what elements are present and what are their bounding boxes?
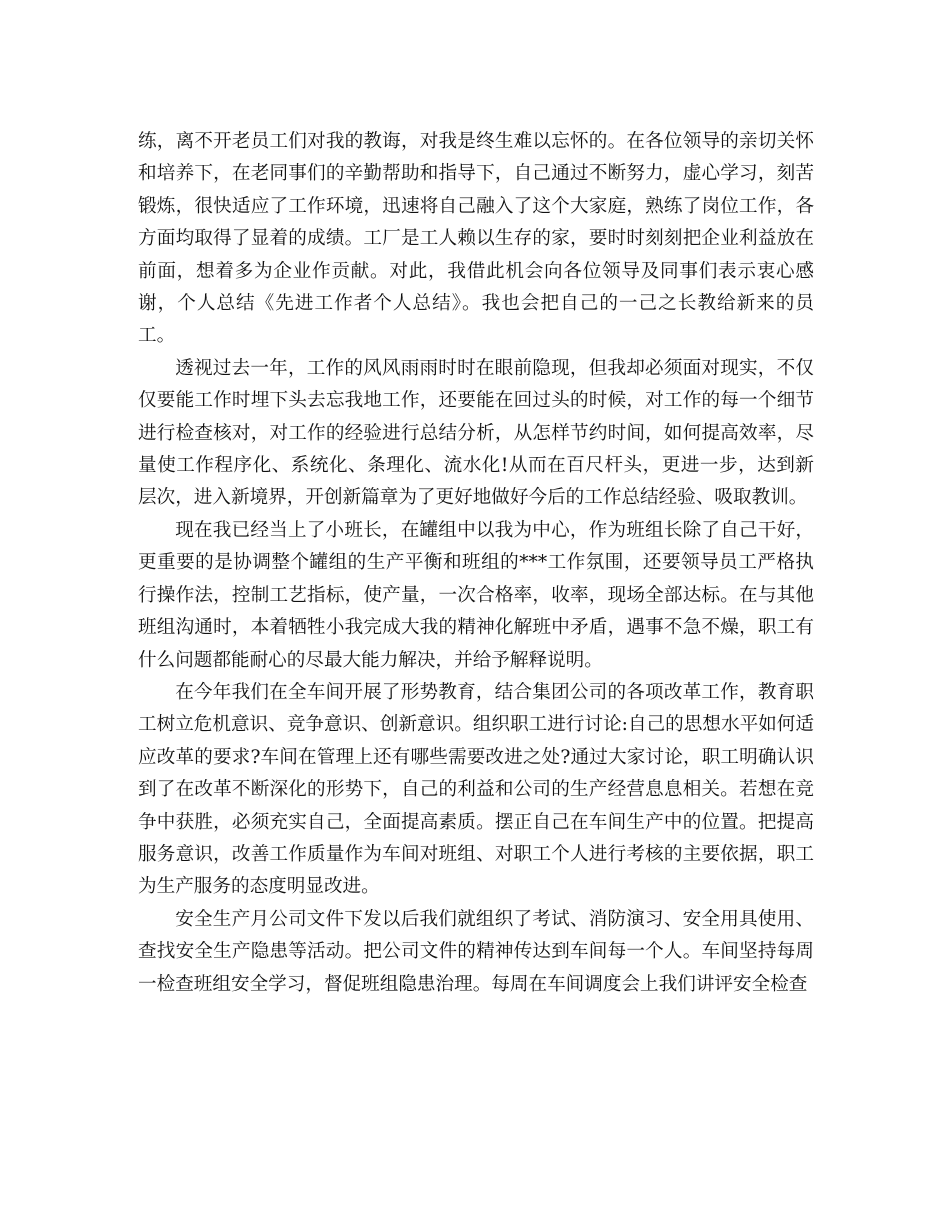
document-body	[138, 126, 814, 1001]
paragraph-year-review: 透视过去一年，工作的风风雨雨时时在眼前隐现，但我却必须面对现实，不仅仅要能工作时埋下头去忘我地工作，还要能在回过头的时候，对工作的每一个细节进行检查核对，对工作的经验进行总结分析，从怎样节约时间，如何提高效率，尽量使工作程序化、系统化、条理化、流水化!从而在百尺杆头，更进一步，达到新层次，进入新境界，开创新篇章为了更好地做好今后的工作总结经验、吸取教训。	[138, 357, 814, 509]
paragraph-safety-month: 安全生产月公司文件下发以后我们就组织了考试、消防演习、安全用具使用、查找安全生产隐患等活动。把公司文件的精神传达到车间每一个人。车间坚持每周一检查班组安全学习，督促班组隐患治理。每周在车间调度会上我们讲评安全检查	[138, 908, 814, 995]
paragraph-team-leader: 现在我已经当上了小班长，在罐组中以我为中心，作为班组长除了自己干好，更重要的是协调整个罐组的生产平衡和班组的***工作氛围，还要领导员工严格执行操作法，控制工艺指标，使产量，一次合格率，收率，现场全部达标。在与其他班组沟通时，本着牺牲小我完成大我的精神化解班中矛盾，遇事不急不燥，职工有什么问题都能耐心的尽最大能力解决，并给予解释说明。	[138, 519, 814, 671]
paragraph-situation-education: 在今年我们在全车间开展了形势教育，结合集团公司的各项改革工作，教育职工树立危机意识、竞争意识、创新意识。组织职工进行讨论:自己的思想水平如何适应改革的要求?车间在管理上还有哪些需要改进之处?通过大家讨论，职工明确认识到了在改革不断深化的形势下，自己的利益和公司的生产经营息息相关。若想在竞争中获胜，必须充实自己，全面提高素质。摆正自己在车间生产中的位置。把提高服务意识，改善工作质量作为车间对班组、对职工个人进行考核的主要依据，职工为生产服务的态度明显改进。	[138, 681, 814, 898]
paragraph-continuation: 练，离不开老员工们对我的教诲，对我是终生难以忘怀的。在各位领导的亲切关怀和培养下，在老同事们的辛勤帮助和指导下，自己通过不断努力，虚心学习，刻苦锻炼，很快适应了工作环境，迅速将自己融入了这个大家庭，熟练了岗位工作，各方面均取得了显着的成绩。工厂是工人赖以生存的家，要时时刻刻把企业利益放在前面，想着多为企业作贡献。对此，我借此机会向各位领导及同事们表示衷心感谢，个人总结《先进工作者个人总结》。我也会把自己的一己之长教给新来的员工。	[138, 131, 814, 347]
